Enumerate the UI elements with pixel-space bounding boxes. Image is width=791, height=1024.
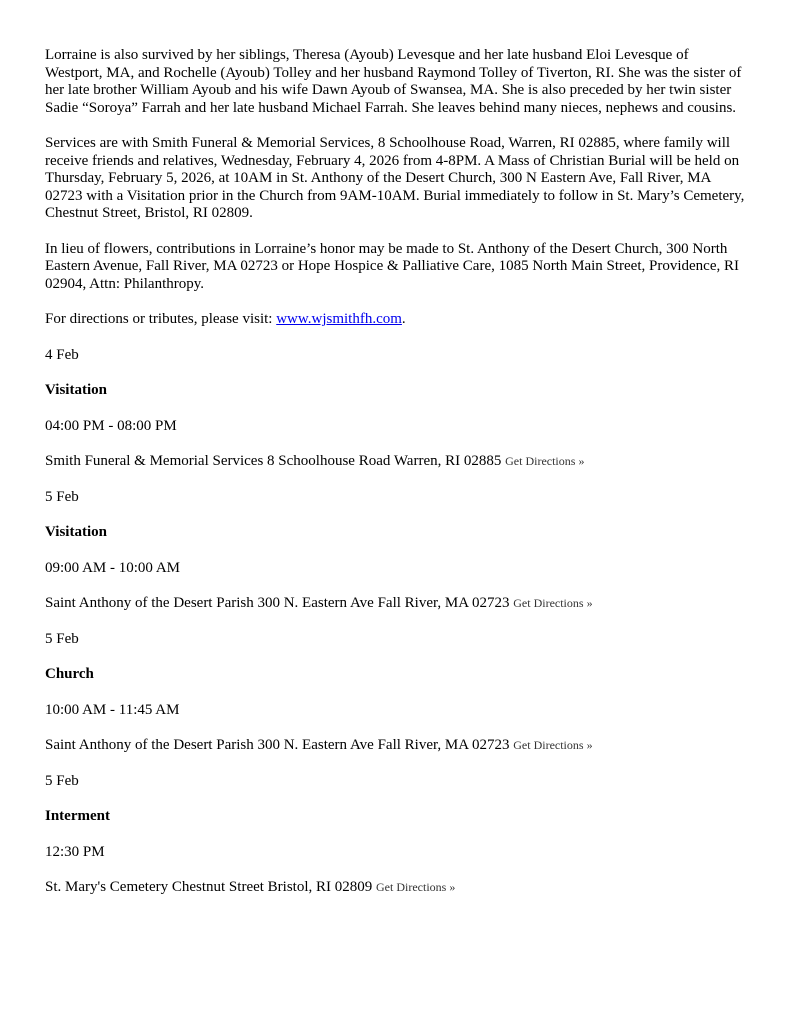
event-type: Visitation bbox=[45, 382, 107, 398]
event-type: Visitation bbox=[45, 524, 107, 540]
funeral-home-website-link[interactable]: www.wjsmithfh.com bbox=[276, 311, 402, 327]
event-time: 04:00 PM - 08:00 PM bbox=[45, 417, 177, 434]
event-date: 5 Feb bbox=[45, 630, 79, 647]
get-directions-link[interactable]: Get Directions » bbox=[513, 738, 593, 752]
event-location: Saint Anthony of the Desert Parish 300 N. Eastern Ave Fall River, MA 02723 bbox=[45, 737, 510, 753]
event-location-line bbox=[45, 453, 745, 471]
event-location-line bbox=[45, 879, 745, 897]
paragraph-services: Services are with Smith Funeral & Memorial Services, 8 Schoolhouse Road, Warren, RI 02885, where family will receive friends and relatives, Wednesday, February 4, 2026 from 4-8PM. A Mass of Christian Burial will be held on Thursday, February 5, 2026, at 10AM in St. Anthony of the Desert Church, 300 N Eastern Ave, Fall River, MA 02723 with a Visitation prior in the Church from 9AM-10AM. Burial immediately to follow in St. Mary’s Cemetery, Chestnut Street, Bristol, RI 02809. bbox=[45, 135, 745, 221]
event-location: Saint Anthony of the Desert Parish 300 N. Eastern Ave Fall River, MA 02723 bbox=[45, 595, 510, 611]
event-date: 5 Feb bbox=[45, 488, 79, 505]
event-location: St. Mary's Cemetery Chestnut Street Bristol, RI 02809 bbox=[45, 879, 373, 895]
get-directions-link[interactable]: Get Directions » bbox=[376, 880, 456, 894]
paragraph-family: Lorraine is also survived by her siblings, Theresa (Ayoub) Levesque and her late husband Eloi Levesque of Westport, MA, and Rochelle (Ayoub) Tolley and her husband Raymond Tolley of Tiverton, RI. She was the sister of her late brother William Ayoub and his wife Dawn Ayoub of Swansea, MA. She is also preceded by her twin sister Sadie “Soroya” Farrah and her late husband Michael Farrah. She leaves behind many nieces, nephews and cousins. bbox=[45, 47, 742, 116]
event-location: Smith Funeral & Memorial Services 8 Schoolhouse Road Warren, RI 02885 bbox=[45, 453, 502, 469]
event-time: 12:30 PM bbox=[45, 843, 105, 860]
directions-line-suffix: . bbox=[401, 311, 406, 327]
get-directions-link[interactable]: Get Directions » bbox=[513, 596, 593, 610]
event-type: Church bbox=[45, 666, 94, 682]
directions-line bbox=[45, 311, 745, 329]
event-location-line bbox=[45, 595, 745, 613]
event-date: 5 Feb bbox=[45, 772, 79, 789]
get-directions-link[interactable]: Get Directions » bbox=[505, 454, 585, 468]
event-type: Interment bbox=[45, 808, 110, 824]
event-date: 4 Feb bbox=[45, 346, 79, 363]
event-location-line bbox=[45, 737, 745, 755]
event-time: 09:00 AM - 10:00 AM bbox=[45, 559, 181, 576]
paragraph-flowers: In lieu of flowers, contributions in Lorraine’s honor may be made to St. Anthony of the Desert Church, 300 North Eastern Avenue, Fall River, MA 02723 or Hope Hospice & Palliative Care, 1085 North Main Street, Providence, RI 02904, Attn: Philanthropy. bbox=[45, 240, 739, 292]
directions-line-prefix: For directions or tributes, please visit: bbox=[45, 311, 277, 327]
event-time: 10:00 AM - 11:45 AM bbox=[45, 701, 180, 718]
